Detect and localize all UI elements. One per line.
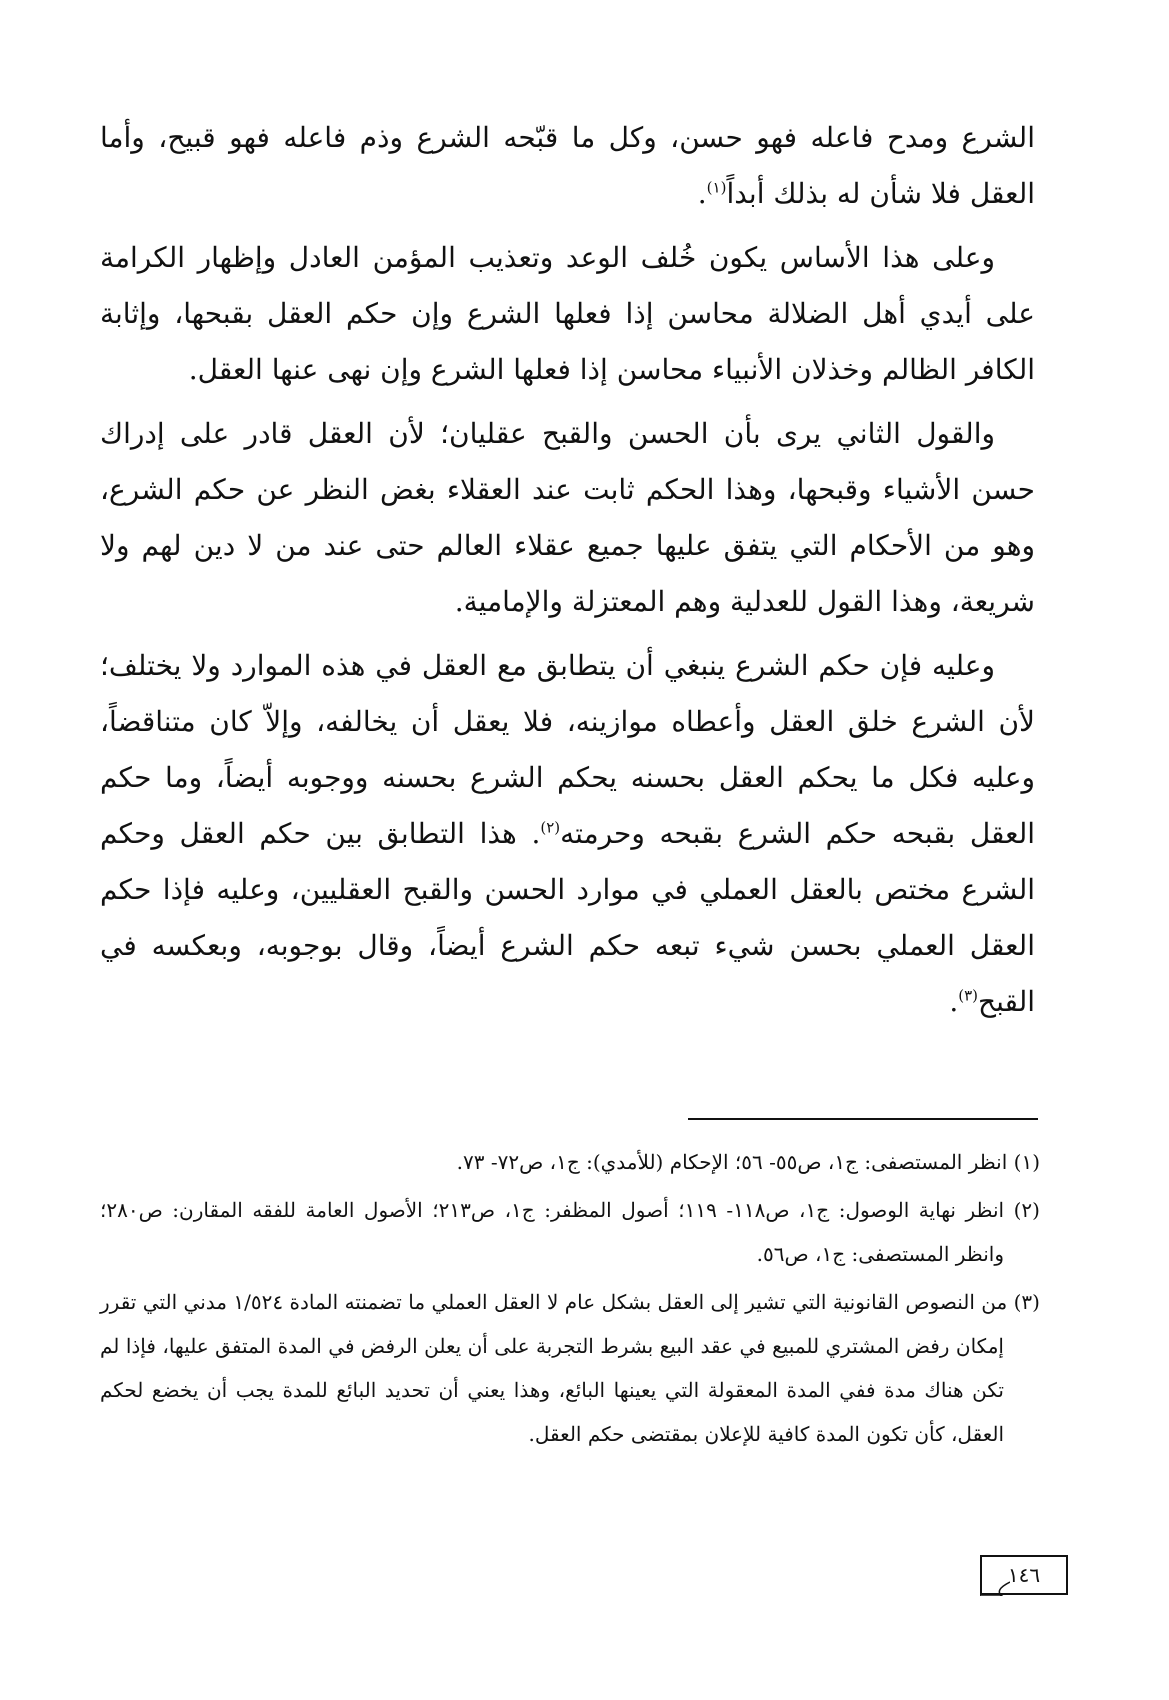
main-text (100, 110, 1035, 1038)
paragraph-1 (100, 110, 1035, 222)
paragraph-end: . (949, 985, 959, 1018)
paragraph-2 (100, 230, 1035, 398)
footnote-ref-1: (١) (706, 178, 727, 197)
paragraph-text: والقول الثاني يرى بأن الحسن والقبح عقليان؛ لأن العقل قادر على إدراك حسن الأشياء وقبحها، وهذا الحكم ثابت عند العقلاء بغض النظر عن حكم الشرع، وهو من الأحكام التي يتفق عليها جميع عقلاء العالم حتى عند من لا دين لهم ولا شريعة، وهذا القول للعدلية وهم المعتزلة والإمامية. (100, 417, 1035, 618)
page-curl-icon (980, 1580, 1010, 1596)
footnote-3: (٣) من النصوص القانونية التي تشير إلى العقل بشكل عام لا العقل العملي ما تضمنته المادة ١/٥٢٤ مدني التي تقرر إمكان رفض المشتري للمبيع في عقد البيع بشرط التجربة على أن يعلن الرفض في المدة المتفق عليها، فإذا لم تكن هناك مدة ففي المدة المعقولة التي يعينها البائع، وهذا يعني أن تحديد البائع للمدة يجب أن يخضع لحكم العقل، كأن تكون المدة كافية للإعلان بمقتضى حكم العقل. (100, 1290, 1040, 1446)
paragraph-text: الشرع ومدح فاعله فهو حسن، وكل ما قبّحه الشرع وذم فاعله فهو قبيح، وأما العقل فلا شأن له بذلك أبداً (100, 121, 1035, 210)
footnote-1: (١) انظر المستصفى: ج١، ص٥٥- ٥٦؛ الإحكام (للأمدي): ج١، ص٧٢- ٧٣. (456, 1150, 1040, 1174)
footnote-ref-2: (٢) (540, 818, 561, 837)
paragraph-text: وعلى هذا الأساس يكون خُلف الوعد وتعذيب المؤمن العادل وإظهار الكرامة على أيدي أهل الضلالة محاسن إذا فعلها الشرع وإن حكم العقل بقبحها، وإثابة الكافر الظالم وخذلان الأنبياء محاسن إذا فعلها الشرع وإن نهى عنها العقل. (100, 241, 1035, 386)
footnotes (100, 1140, 1040, 1460)
footnote-separator (688, 1118, 1038, 1120)
paragraph-4 (100, 638, 1035, 1030)
footnote-2: (٢) انظر نهاية الوصول: ج١، ص١١٨- ١١٩؛ أصول المظفر: ج١، ص٢١٣؛ الأصول العامة للفقه المقارن: ص٢٨٠؛ وانظر المستصفى: ج١، ص٥٦. (100, 1198, 1040, 1266)
paragraph-3 (100, 406, 1035, 630)
paragraph-text-continued: . هذا التطابق بين حكم العقل وحكم الشرع مختص بالعقل العملي في موارد الحسن والقبح العقليين، وعليه فإذا حكم العقل العملي بحسن شيء تبعه حكم الشرع أيضاً، وقال بوجوبه، وبعكسه في القبح (100, 817, 1035, 1018)
page-number: ١٤٦ (980, 1555, 1068, 1595)
paragraph-text: وعليه فإن حكم الشرع ينبغي أن يتطابق مع العقل في هذه الموارد ولا يختلف؛ لأن الشرع خلق العقل وأعطاه موازينه، فلا يعقل أن يخالفه، وإلاّ كان متناقضاً، وعليه فكل ما يحكم العقل بحسنه يحكم الشرع بحسنه ووجوبه أيضاً، وما حكم العقل بقبحه حكم الشرع بقبحه وحرمته (100, 649, 1036, 850)
footnote-ref-3: (٣) (958, 986, 978, 1005)
paragraph-end: . (697, 177, 707, 210)
